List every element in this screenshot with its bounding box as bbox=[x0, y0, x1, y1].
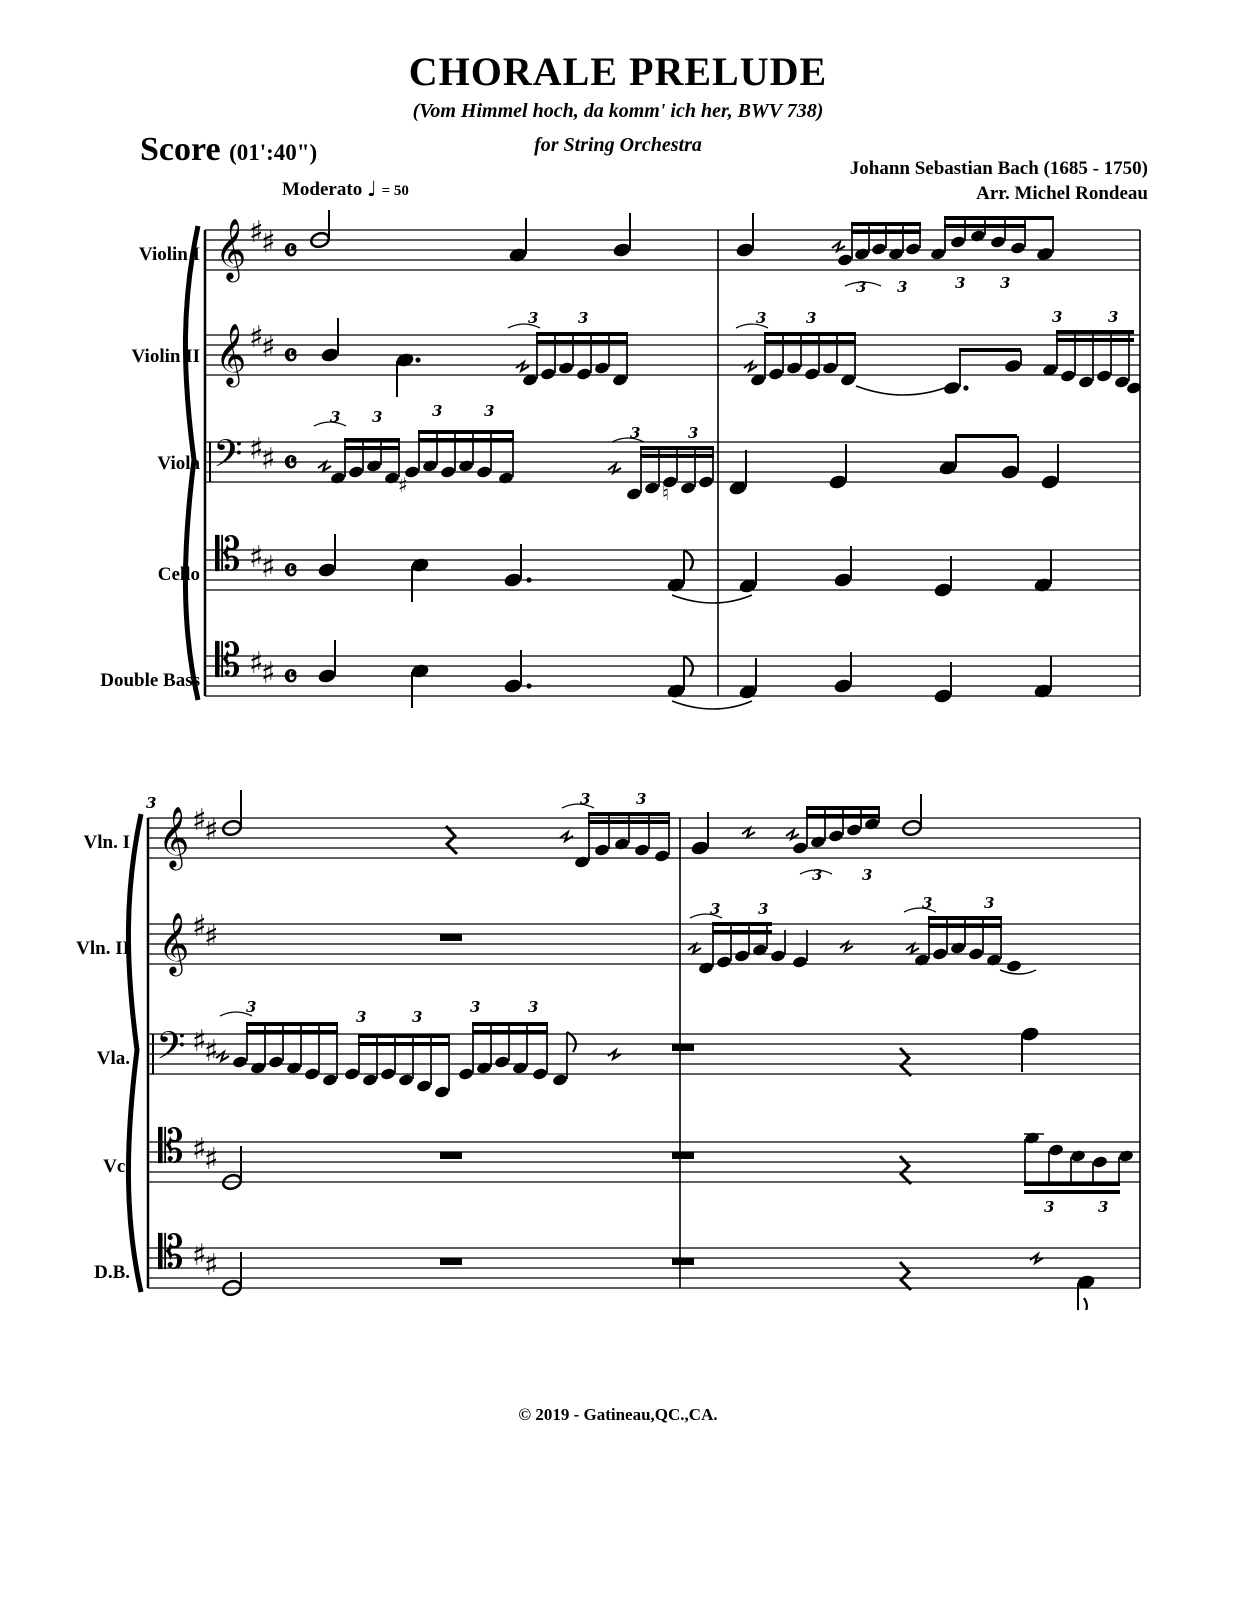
tuplet-3: 3 bbox=[710, 900, 721, 918]
quarter-rest bbox=[900, 1156, 911, 1184]
staff-label-cello: Cello bbox=[157, 564, 200, 585]
time-signature-group bbox=[283, 231, 298, 696]
sharp-icon: ♯ bbox=[204, 919, 219, 954]
tuplet-3: 3 bbox=[897, 278, 908, 296]
treble-clef-icon: 𝄞 bbox=[158, 913, 190, 974]
tuplet-3: 3 bbox=[1052, 308, 1063, 326]
page-title: CHORALE PRELUDE bbox=[408, 49, 828, 94]
vla-notes bbox=[216, 998, 1040, 1099]
staff-label-vla: Vla. bbox=[96, 1048, 130, 1069]
quarter-note-icon: ♩ bbox=[366, 177, 377, 201]
arranger-credit: Arr. Michel Rondeau bbox=[976, 183, 1148, 204]
music-system-2 bbox=[0, 790, 1236, 1310]
sharp-icon: ♯ bbox=[398, 473, 408, 497]
tuplet-3: 3 bbox=[922, 894, 933, 912]
natural-icon: ♮ bbox=[662, 481, 670, 505]
tie bbox=[856, 386, 950, 395]
tuplet-3: 3 bbox=[856, 278, 867, 296]
staff-label-db: D.B. bbox=[94, 1262, 130, 1283]
tuplet-3: 3 bbox=[356, 1008, 367, 1026]
tuplet-3: 3 bbox=[528, 309, 539, 327]
tuplet-3: 3 bbox=[955, 274, 966, 292]
alto-clef-icon: 𝄢 bbox=[213, 431, 243, 485]
whole-rest bbox=[672, 1258, 694, 1265]
eighth-rest bbox=[608, 1050, 621, 1059]
sharp-icon: ♯ bbox=[249, 646, 264, 681]
sharp-icon: ♯ bbox=[261, 225, 276, 260]
tuplet-3: 3 bbox=[580, 790, 591, 808]
tempo-bpm: = 50 bbox=[381, 183, 409, 199]
staff-label-viola: Viola bbox=[157, 453, 200, 474]
tie bbox=[672, 701, 752, 709]
tuplet-3: 3 bbox=[146, 794, 157, 812]
common-time-icon: 𝄴 bbox=[283, 443, 298, 482]
staff-label-vln-1: Vln. I bbox=[83, 832, 130, 853]
common-time-icon: 𝄴 bbox=[283, 336, 298, 375]
tuplet-3: 3 bbox=[984, 894, 995, 912]
bass-clef-icon: 𝄡 bbox=[158, 1119, 184, 1173]
common-time-icon: 𝄴 bbox=[283, 657, 298, 696]
sharp-icon: ♯ bbox=[204, 1248, 219, 1283]
eighth-rest bbox=[1030, 1254, 1043, 1263]
whole-rest bbox=[440, 1258, 462, 1265]
staff-label-violin-1: Violin I bbox=[138, 244, 200, 265]
tuplet-3: 3 bbox=[578, 309, 589, 327]
db-notes bbox=[221, 1252, 1096, 1310]
sharp-icon: ♯ bbox=[204, 1142, 219, 1177]
common-time-icon: 𝄴 bbox=[283, 551, 298, 590]
tuplet-3: 3 bbox=[330, 408, 341, 426]
system-2-notation bbox=[0, 790, 1236, 1310]
tuplet-3: 3 bbox=[1098, 1198, 1109, 1216]
tuplet-3: 3 bbox=[470, 998, 481, 1016]
copyright-notice: © 2019 - Gatineau,QC.,CA. bbox=[518, 1405, 718, 1424]
tempo-word: Moderato bbox=[282, 179, 363, 200]
bass-clef-icon: 𝄡 bbox=[215, 633, 241, 687]
tuplet-3: 3 bbox=[688, 424, 699, 442]
key-signature-group bbox=[249, 215, 276, 691]
tuplet-3: 3 bbox=[1000, 274, 1011, 292]
sharp-icon: ♯ bbox=[204, 813, 219, 848]
tuplet-3: 3 bbox=[862, 866, 873, 884]
tuplet-3: 3 bbox=[372, 408, 383, 426]
sharp-icon: ♯ bbox=[249, 320, 264, 355]
page-subtitle-ensemble: for String Orchestra bbox=[534, 134, 702, 156]
bass-clef-icon: 𝄡 bbox=[158, 1225, 184, 1279]
sharp-icon: ♯ bbox=[192, 803, 207, 838]
tuplet-3: 3 bbox=[484, 402, 495, 420]
viola-notes bbox=[314, 402, 1060, 505]
tuplet-3: 3 bbox=[812, 866, 823, 884]
alto-clef-icon: 𝄢 bbox=[156, 1023, 186, 1077]
sharp-icon: ♯ bbox=[261, 330, 276, 365]
tuplet-3: 3 bbox=[528, 998, 539, 1016]
eighth-rest bbox=[742, 828, 755, 837]
sharp-icon: ♯ bbox=[249, 432, 264, 467]
staff-label-double-bass: Double Bass bbox=[100, 670, 200, 691]
whole-rest bbox=[672, 1044, 694, 1051]
sharp-icon: ♯ bbox=[192, 1024, 207, 1059]
sharp-icon: ♯ bbox=[204, 1034, 219, 1069]
whole-rest bbox=[440, 1152, 462, 1159]
treble-clef-icon: 𝄞 bbox=[158, 807, 190, 868]
staff-label-vln-2: Vln. II bbox=[76, 938, 130, 959]
tuplet-3: 3 bbox=[806, 309, 817, 327]
sharp-icon: ♯ bbox=[261, 550, 276, 585]
violin-2-notes bbox=[320, 308, 1142, 397]
eighth-rest bbox=[840, 942, 853, 951]
cello-notes bbox=[317, 534, 1053, 603]
tuplet-3: 3 bbox=[630, 424, 641, 442]
sharp-icon: ♯ bbox=[192, 909, 207, 944]
quarter-rest bbox=[900, 1048, 911, 1076]
score-label-text: Score bbox=[140, 131, 221, 168]
score-duration: (01':40") bbox=[229, 140, 318, 165]
tuplet-3: 3 bbox=[758, 900, 769, 918]
violin-1-notes bbox=[309, 210, 1054, 296]
composer-credit: Johann Sebastian Bach (1685 - 1750) bbox=[849, 158, 1148, 179]
treble-clef-icon: 𝄞 bbox=[215, 324, 247, 385]
tie bbox=[672, 595, 752, 603]
quarter-rest bbox=[446, 826, 457, 854]
clef-group bbox=[213, 219, 246, 687]
whole-rest bbox=[440, 934, 462, 941]
tempo-marking bbox=[282, 176, 409, 201]
staff-label-violin-2: Violin II bbox=[131, 346, 200, 367]
score-label bbox=[140, 131, 317, 169]
sharp-icon: ♯ bbox=[192, 1238, 207, 1273]
tuplet-3: 3 bbox=[246, 998, 257, 1016]
tuplet-3: 3 bbox=[636, 790, 647, 808]
common-time-icon: 𝄴 bbox=[283, 231, 298, 270]
tuplet-3: 3 bbox=[412, 1008, 423, 1026]
quarter-rest bbox=[900, 1262, 911, 1290]
tuplet-3: 3 bbox=[432, 402, 443, 420]
sharp-icon: ♯ bbox=[249, 540, 264, 575]
music-system-1 bbox=[0, 210, 1236, 710]
tuplet-3: 3 bbox=[1044, 1198, 1055, 1216]
vc-notes bbox=[221, 1131, 1134, 1216]
tuplet-3: 3 bbox=[1108, 308, 1119, 326]
sharp-icon: ♯ bbox=[261, 656, 276, 691]
double-bass-notes bbox=[317, 640, 1053, 709]
whole-rest bbox=[672, 1152, 694, 1159]
sharp-icon: ♯ bbox=[192, 1132, 207, 1167]
sharp-icon: ♯ bbox=[249, 215, 264, 250]
treble-clef-icon: 𝄞 bbox=[215, 219, 247, 280]
sharp-icon: ♯ bbox=[261, 442, 276, 477]
tuplet-3: 3 bbox=[756, 309, 767, 327]
staff-label-vc: Vc. bbox=[103, 1156, 130, 1177]
system-brace bbox=[128, 814, 141, 1292]
vln-1-notes bbox=[146, 790, 923, 884]
page-subtitle: (Vom Himmel hoch, da komm' ich her, BWV 738) bbox=[412, 100, 824, 122]
bass-clef-icon: 𝄡 bbox=[215, 527, 241, 581]
tie bbox=[1000, 970, 1036, 974]
